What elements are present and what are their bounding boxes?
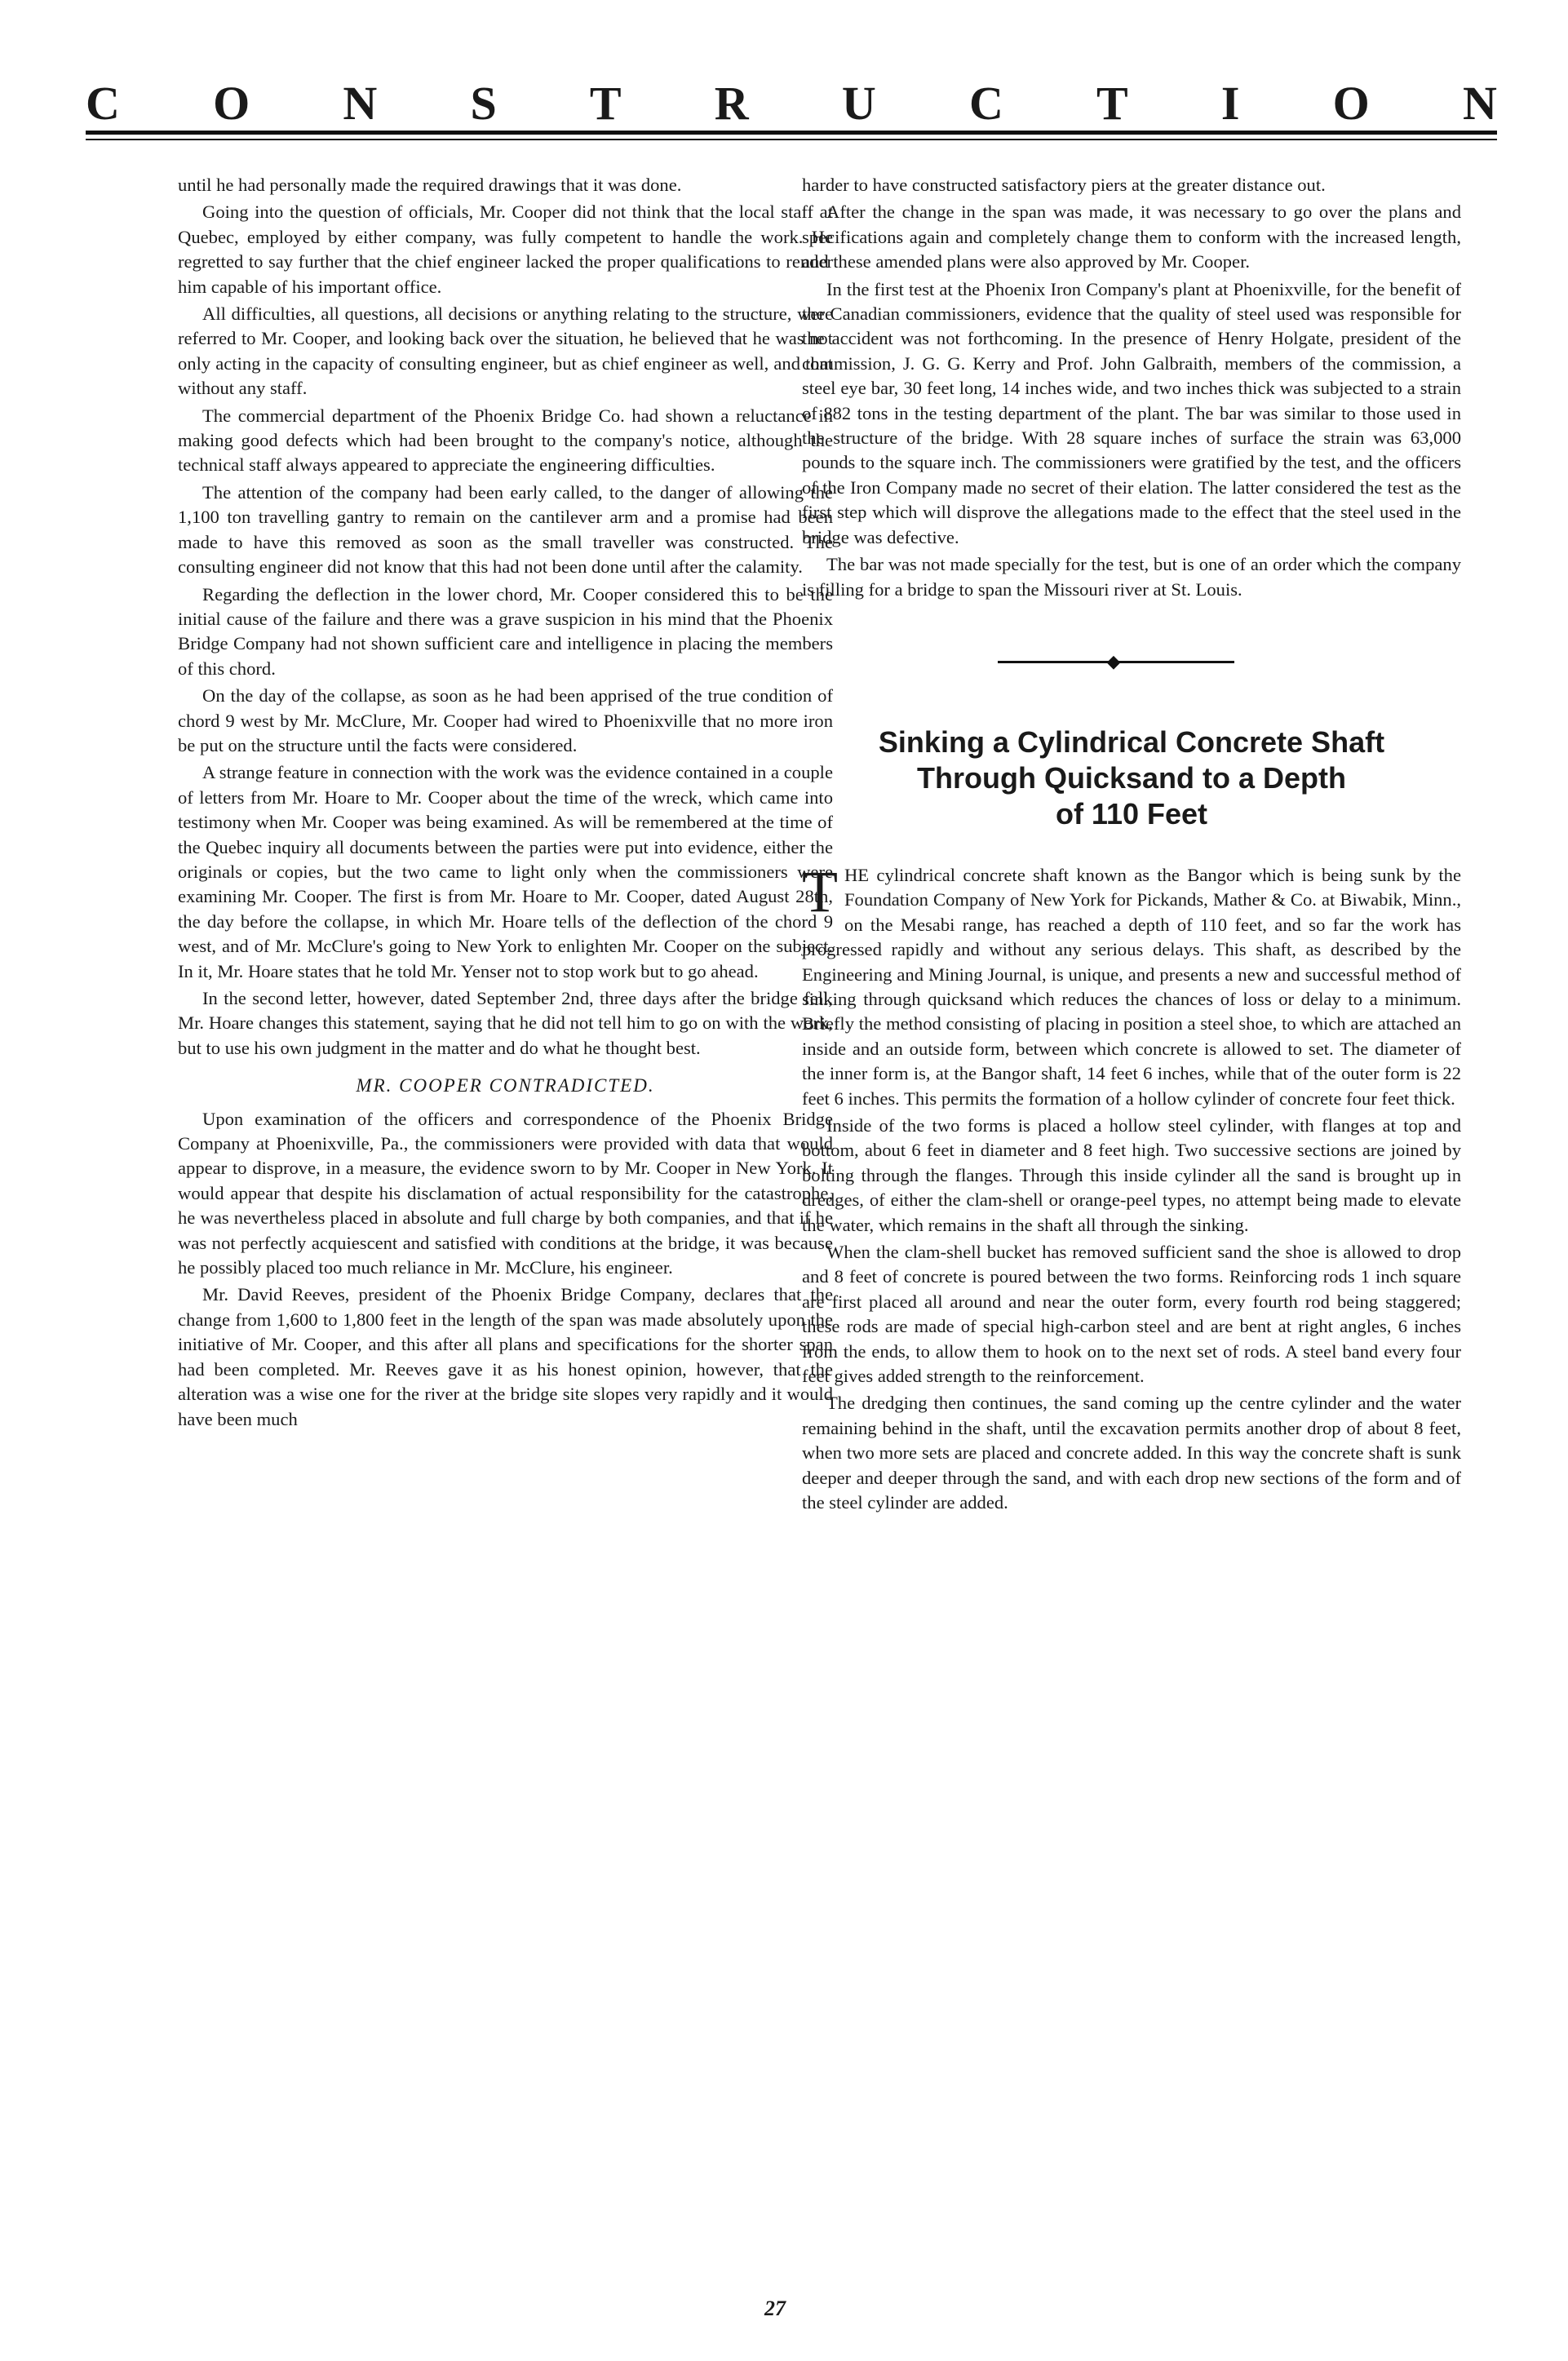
masthead-letter: T [1096,77,1128,130]
right-column [802,173,1461,1517]
page-number: 27 [764,2297,786,2320]
masthead-letter: U [841,77,876,130]
article-lead-text: HE cylindrical concrete shaft known as the Bangor which is being sunk by the Foundation Company of New York for Pickands, Mather & Co. at Biwabik, Minn., on the Mesabi range, has reached a depth of 110 feet, and so far the work has progressed rapidly and without any serious delays. This shaft, as described by the Engineering and Mining Journal, is unique, and presents a new and successful method of sinking through quicksand which reduces the chances of loss or delay to a minimum. Briefly the method consisting of placing in position a steel shoe, to which are attached an inside and an outside form, between which concrete is allowed to set. The diameter of the inner form is, at the Bangor shaft, 14 feet 6 inches, while that of the outer form is 22 feet 6 inches. This permits the formation of a hollow cylinder of concrete four feet thick. [802,864,1461,1109]
masthead-letter: I [1220,77,1240,130]
drop-cap: T [802,858,838,924]
article-title-line: of 110 Feet [1055,796,1208,831]
paragraph: In the second letter, however, dated September 2nd, three days after the bridge fell, Mr. Hoare changes this statement, saying that he did not tell him to go on with the work, but to use his own judgment in the matter and do what he thought best. [178,988,833,1058]
paragraph: until he had personally made the required drawings that it was done. [178,175,682,195]
masthead-letter: N [1462,77,1497,130]
article-title [802,724,1461,832]
paragraph: The commercial department of the Phoenix Bridge Co. had shown a reluctance in making good defects which had been brought to the company's notice, although the technical staff always appeared to appreciate the engineering difficulties. [178,405,833,476]
masthead-letter: O [213,77,250,130]
paragraph: harder to have constructed satisfactory piers at the greater distance out. [802,175,1326,195]
paragraph: Going into the question of officials, Mr. Cooper did not think that the local staff at Quebec, employed by either company, was fully competent to handle the work. He regretted to say further that the chief engineer lacked the proper qualifications to render him capable of his important office. [178,202,833,297]
masthead-rule-thick [86,131,1497,135]
masthead-letter: S [470,77,497,130]
section-divider [802,649,1461,674]
paragraph: In the first test at the Phoenix Iron Company's plant at Phoenixville, for the benefit of the Canadian commissioners, evidence that the quality of steel used was responsible for the accident was not forthcoming. In the presence of Henry Holgate, president of the commission, J. G. G. Kerry and Prof. John Galbraith, members of the commission, a steel eye bar, 30 feet long, 14 inches wide, and two inches thick was subjected to a strain of 882 tons in the testing department of the plant. The bar was similar to those used in the structure of the bridge. With 28 square inches of surface the strain was 63,000 pounds to the square inch. The commissioners were gratified by the test, and the officers of the Iron Company made no secret of their elation. The latter considered the test as the first step which will disprove the allegations made to the effect that the steel used in the bridge was defective. [802,278,1461,547]
paragraph: The dredging then continues, the sand coming up the centre cylinder and the water remaining behind in the shaft, until the excavation permits another drop of about 8 feet, when two more sets are placed and concrete added. In this way the concrete shaft is sunk deeper and deeper through the sand, and with each drop new sections of the form and of the steel cylinder are added. [802,1393,1461,1513]
left-column [178,173,833,1434]
paragraph: Upon examination of the officers and correspondence of the Phoenix Bridge Company at Phoenixville, Pa., the commissioners were provided with data that would appear to disprove, in a measure, the evidence sworn to by Mr. Cooper in New York. It would appear that despite his disclamation of actual responsibility for the catastrophe, he was nevertheless placed in absolute and full charge by both companies, and that if he was not perfectly acquiescent and satisfied with conditions at the bridge, it was because he possibly placed too much reliance in Mr. McClure, his engineer. [178,1108,833,1278]
paragraph: Inside of the two forms is placed a hollow steel cylinder, with flanges at top and bottom, about 6 feet in diameter and 8 feet high. Two successive sections are joined by bolting through the flanges. Through this inside cylinder all the sand is brought up in dredges, of either the clam-shell or orange-peel types, no attempt being made to elevate the water, which remains in the shaft all through the sinking. [802,1114,1461,1235]
paragraph: A strange feature in connection with the work was the evidence contained in a couple of letters from Mr. Hoare to Mr. Cooper about the time of the wreck, which came into testimony when Mr. Cooper was being examined. As will be remembered at the time of the Quebec inquiry all documents between the parties were put into evidence, either the originals or copies, but the two came to light only when the commissioners were examining Mr. Cooper. The first is from Mr. Hoare to Mr. Cooper, dated August 28th, the day before the collapse, in which Mr. Hoare tells of the deflection of the chord 9 west, and of Mr. McClure's going to New York to enlighten Mr. Cooper on the subject. In it, Mr. Hoare states that he told Mr. Yenser not to stop work but to go ahead. [178,762,833,981]
masthead-letter: N [343,77,378,130]
masthead-letter: R [714,77,749,130]
masthead-letter: C [968,77,1003,130]
paragraph: Mr. David Reeves, president of the Phoenix Bridge Company, declares that the change from 1,600 to 1,800 feet in the length of the span was made absolutely upon the initiative of Mr. Cooper, and this after all plans and specifications for the shorter span had been completed. Mr. Reeves gave it as his honest opinion, however, that the alteration was a wise one for the river at the bridge site slopes very rapidly and it would have been much [178,1284,833,1429]
divider-ornament-icon: ◆ [1106,650,1121,671]
paragraph: On the day of the collapse, as soon as he had been apprised of the true condition of chord 9 west by Mr. McClure, Mr. Cooper had wired to Phoenixville that no more iron be put on the structure until the facts were considered. [178,685,833,755]
paragraph: After the change in the span was made, it was necessary to go over the plans and specifications again and completely change them to conform with the increased length, and these amended plans were also approved by Mr. Cooper. [802,202,1461,272]
masthead-letter: O [1332,77,1370,130]
article-title-line: Through Quicksand to a Depth [916,760,1346,795]
paragraph: All difficulties, all questions, all decisions or anything relating to the structure, were referred to Mr. Cooper, and looking back over the situation, he believed that he was not only acting in the capacity of consulting engineer, but as chief engineer as well, and that without any staff. [178,303,833,399]
masthead [86,77,1497,131]
article-lead-paragraph [802,858,1461,1111]
masthead-title [86,77,1497,130]
section-subhead: MR. COOPER CONTRADICTED. [356,1075,655,1096]
masthead-letter: T [589,77,622,130]
masthead-rule-thin [86,139,1497,140]
paragraph: The bar was not made specially for the test, but is one of an order which the company is filling for a bridge to span the Missouri river at St. Louis. [802,554,1461,600]
paragraph: Regarding the deflection in the lower chord, Mr. Cooper considered this to be the initial cause of the failure and there was a grave suspicion in his mind that the Phoenix Bridge Company had not shown sufficient care and intelligence in placing the members of this chord. [178,583,833,679]
masthead-letter: C [86,77,120,130]
article-title-line: Sinking a Cylindrical Concrete Shaft [878,724,1385,759]
paragraph: When the clam-shell bucket has removed sufficient sand the shoe is allowed to drop and 8 feet of concrete is poured between the two forms. Reinforcing rods 1 inch square are first placed all around and near the outer form, every fourth rod being staggered; these rods are made of special high-carbon steel and are bent at right angles, 6 inches from the ends, to allow them to hook on to the next set of rods. A steel band every four feet gives added strength to the reinforcement. [802,1242,1461,1387]
paragraph: The attention of the company had been early called, to the danger of allowing the 1,100 ton travelling gantry to remain on the cantilever arm and a promise had been made to have this removed as soon as the small traveller was constructed. The consulting engineer did not know that this had not been done until after the calamity. [178,481,833,578]
